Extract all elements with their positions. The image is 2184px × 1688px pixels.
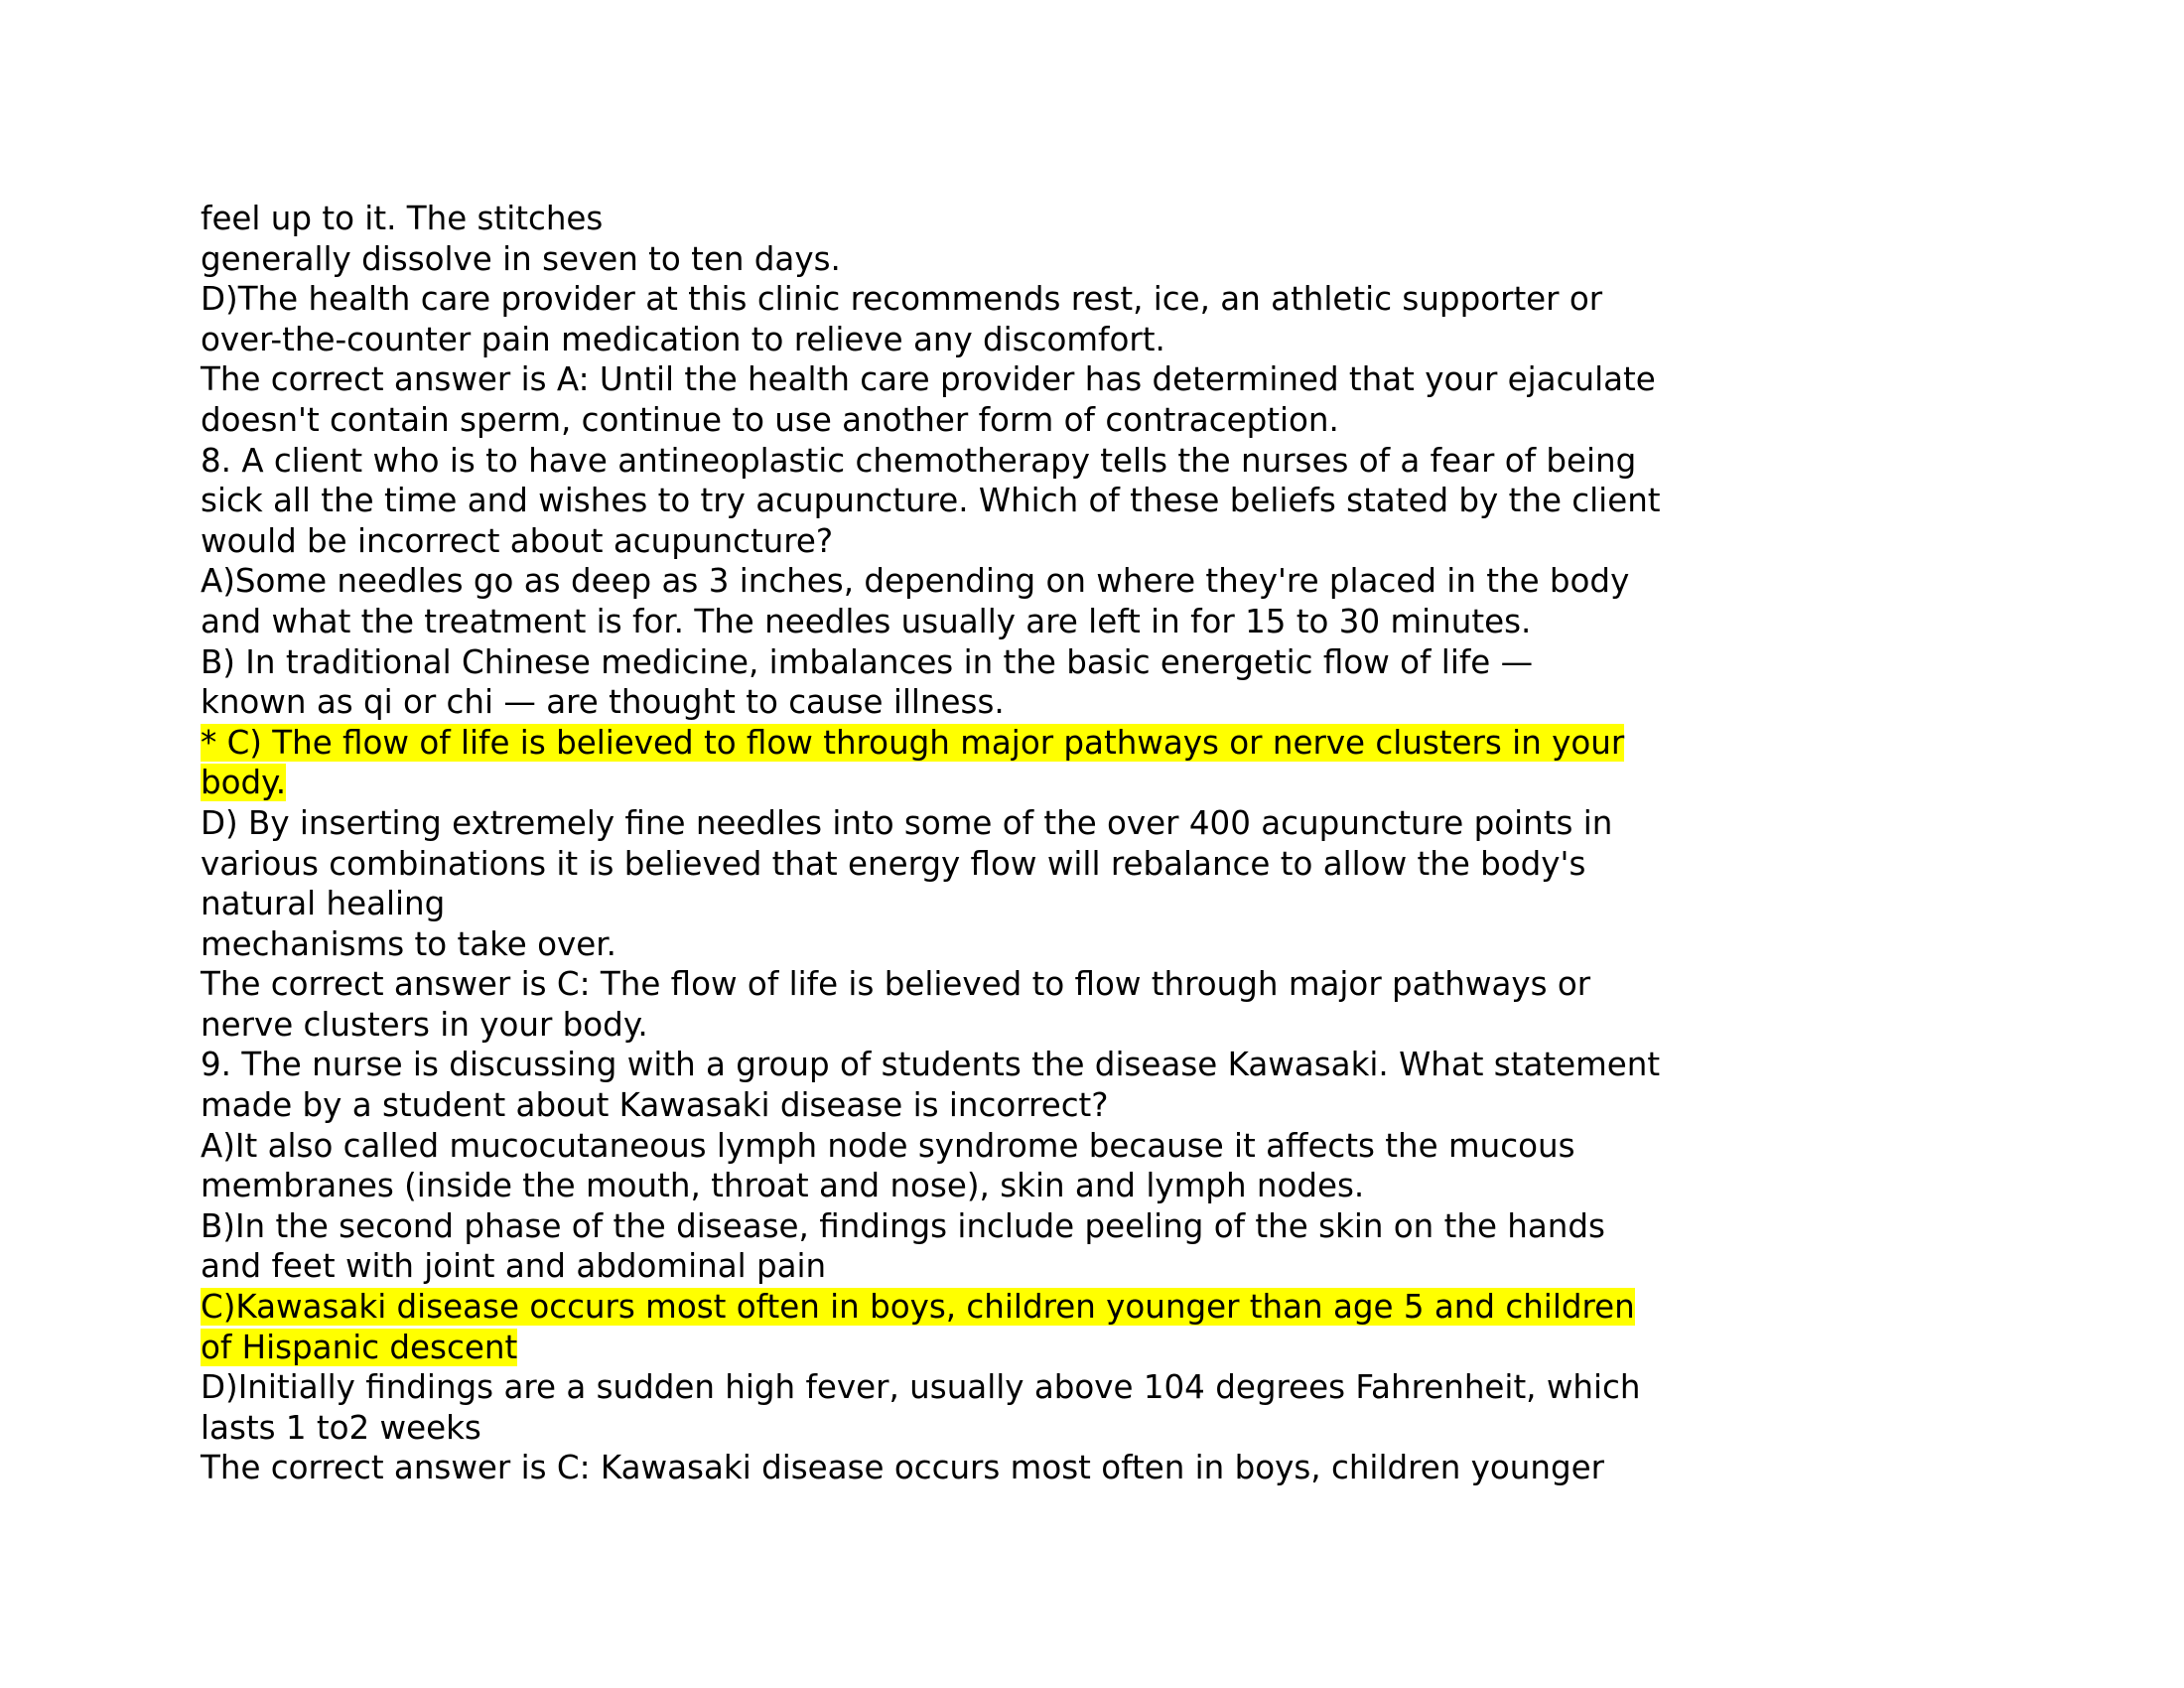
line-text: nerve clusters in your body. [201,1005,648,1044]
text-line [201,844,2087,885]
option-d-line [201,803,2087,844]
text-line [201,1085,2087,1126]
line-text: The correct answer is C: The flow of life is believed to flow through major pathways or [201,965,1591,1004]
text-line [201,602,2087,642]
line-text: 8. A client who is to have antineoplastic chemotherapy tells the nurses of a fear of being [201,441,1637,480]
highlighted-text: body. [201,764,287,802]
highlighted-option-c-line [201,763,2087,803]
highlighted-option-c-line [201,1328,2087,1368]
line-text: The correct answer is A: Until the health care provider has determined that your ejaculate [201,360,1656,399]
line-text: A)Some needles go as deep as 3 inches, depending on where they're placed in the body [201,562,1630,601]
option-a-line [201,1126,2087,1167]
option-d-line [201,279,2087,320]
text-line [201,1005,2087,1046]
line-text: over-the-counter pain medication to relieve any discomfort. [201,320,1165,358]
line-text: doesn't contain sperm, continue to use another form of contraception. [201,400,1339,439]
line-text: membranes (inside the mouth, throat and nose), skin and lymph nodes. [201,1167,1365,1205]
text-line [201,1166,2087,1206]
question-9-line [201,1045,2087,1085]
text-line [201,884,2087,924]
line-text: made by a student about Kawasaki disease is incorrect? [201,1086,1109,1125]
line-text: The correct answer is C: Kawasaki disease occurs most often in boys, children younger [201,1449,1604,1487]
line-text: B)In the second phase of the disease, findings include peeling of the skin on the hands [201,1206,1605,1245]
line-text: B) In traditional Chinese medicine, imbalances in the basic energetic flow of life — [201,642,1534,681]
highlighted-text: of Hispanic descent [201,1328,518,1366]
line-text: A)It also called mucocutaneous lymph node syndrome because it affects the mucous [201,1126,1575,1165]
line-text: and what the treatment is for. The needles usually are left in for 15 to 30 minutes. [201,602,1532,640]
line-text: sick all the time and wishes to try acupuncture. Which of these beliefs stated by the client [201,482,1661,520]
text-line [201,682,2087,723]
line-text: D)The health care provider at this clinic recommends rest, ice, an athletic supporter or [201,280,1603,319]
document-text-block [201,199,2087,1488]
line-text: and feet with joint and abdominal pain [201,1247,827,1286]
text-line [201,521,2087,562]
line-text: generally dissolve in seven to ten days. [201,239,841,278]
highlighted-text: C)Kawasaki disease occurs most often in boys, children younger than age 5 and children [201,1288,1635,1327]
line-text: various combinations it is believed that energy flow will rebalance to allow the body's [201,844,1586,883]
highlighted-option-c-line [201,723,2087,764]
line-text: 9. The nurse is discussing with a group of students the disease Kawasaki. What statement [201,1046,1661,1084]
correct-answer-line [201,1448,2087,1488]
line-text: feel up to it. The stitches [201,200,604,237]
correct-answer-line [201,964,2087,1005]
option-b-line [201,642,2087,683]
highlighted-text: * C) The flow of life is believed to flow through major pathways or nerve clusters in your [201,723,1625,762]
text-line [201,400,2087,441]
option-d-line [201,1367,2087,1408]
text-line [201,320,2087,360]
line-text: natural healing [201,885,446,923]
question-8-line [201,441,2087,482]
text-line [201,239,2087,280]
line-text: mechanisms to take over. [201,924,616,963]
line-text: lasts 1 to2 weeks [201,1408,481,1447]
highlighted-option-c-line [201,1287,2087,1328]
text-line [201,199,2087,239]
line-text: D) By inserting extremely fine needles into some of the over 400 acupuncture points in [201,803,1613,842]
option-a-line [201,561,2087,602]
correct-answer-line [201,359,2087,400]
line-text: D)Initially findings are a sudden high fever, usually above 104 degrees Fahrenheit, which [201,1368,1641,1407]
text-line [201,1246,2087,1287]
option-b-line [201,1206,2087,1247]
text-line [201,924,2087,965]
line-text: known as qi or chi — are thought to cause illness. [201,683,1005,722]
text-line [201,481,2087,521]
text-line [201,1408,2087,1449]
line-text: would be incorrect about acupuncture? [201,521,834,560]
